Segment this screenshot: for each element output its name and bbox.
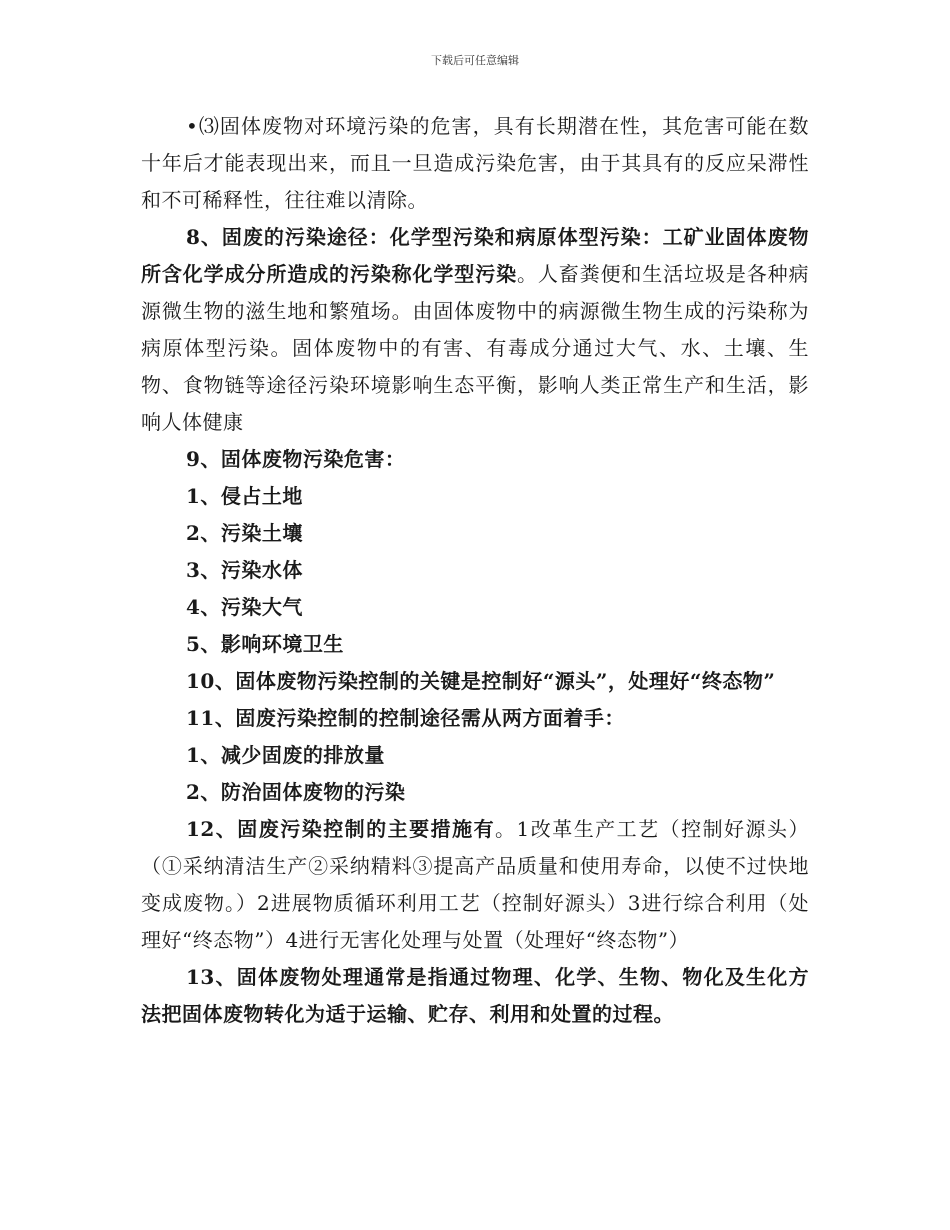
paragraph-hazard-latency: •⑶固体废物对环境污染的危害，具有长期潜在性，其危害可能在数十年后才能表现出来，而且一旦造成污染危害，由于其具有的反应呆滞性和不可稀释性，往往难以清除。 [141, 114, 809, 212]
list-item: 5、影响环境卫生 [186, 632, 344, 656]
list-item: 2、防治固体废物的污染 [186, 780, 406, 804]
pollution-pathways-body: 。人畜粪便和生活垃圾是各种病源微生物的滋生地和繁殖场。由固体废物中的病源微生物生成的污染称为病原体型污染。固体废物中的有害、有毒成分通过大气、水、土壤、生物、食物链等途径污染环境影响生态平衡，影响人类正常生产和生活，影响人体健康 [141, 262, 810, 434]
heading-pollution-hazards: 9、固体废物污染危害： [186, 447, 406, 471]
list-item: 1、减少固废的排放量 [186, 743, 385, 767]
paragraph-control-key: 10、固体废物污染控制的关键是控制好“源头”，处理好“终态物” [186, 669, 776, 693]
page-header: 下载后可任意编辑 [431, 54, 519, 67]
control-measures-body: 。1改革生产工艺（控制好源头）（①采纳清洁生产②采纳精料③提高产品质量和使用寿命，以使不过快地变成废物。）2进展物质循环利用工艺（控制好源头）3进行综合利用（处理好“终态物”）4进行无害化处理与处置（处理好“终态物”） [141, 817, 809, 952]
paragraph-control-measures [141, 811, 809, 959]
paragraph-pollution-pathways [141, 219, 809, 441]
list-item: 2、污染土壤 [186, 521, 303, 545]
document-body [141, 108, 809, 1033]
heading-control-approaches: 11、固废污染控制的控制途径需从两方面着手： [186, 706, 625, 730]
list-item: 3、污染水体 [186, 558, 303, 582]
paragraph-treatment-definition: 13、固体废物处理通常是指通过物理、化学、生物、物化及生化方法把固体废物转化为适于运输、贮存、利用和处置的过程。 [141, 965, 809, 1026]
list-item: 1、侵占土地 [186, 484, 303, 508]
control-measures-heading: 12、固废污染控制的主要措施有 [186, 817, 496, 841]
list-item: 4、污染大气 [186, 595, 303, 619]
pollution-pathways-heading: 8、固废的污染途径：化学型污染和病原体型污染：工矿业固体废物所含化学成分所造成的污染称化学型污染 [141, 225, 809, 286]
